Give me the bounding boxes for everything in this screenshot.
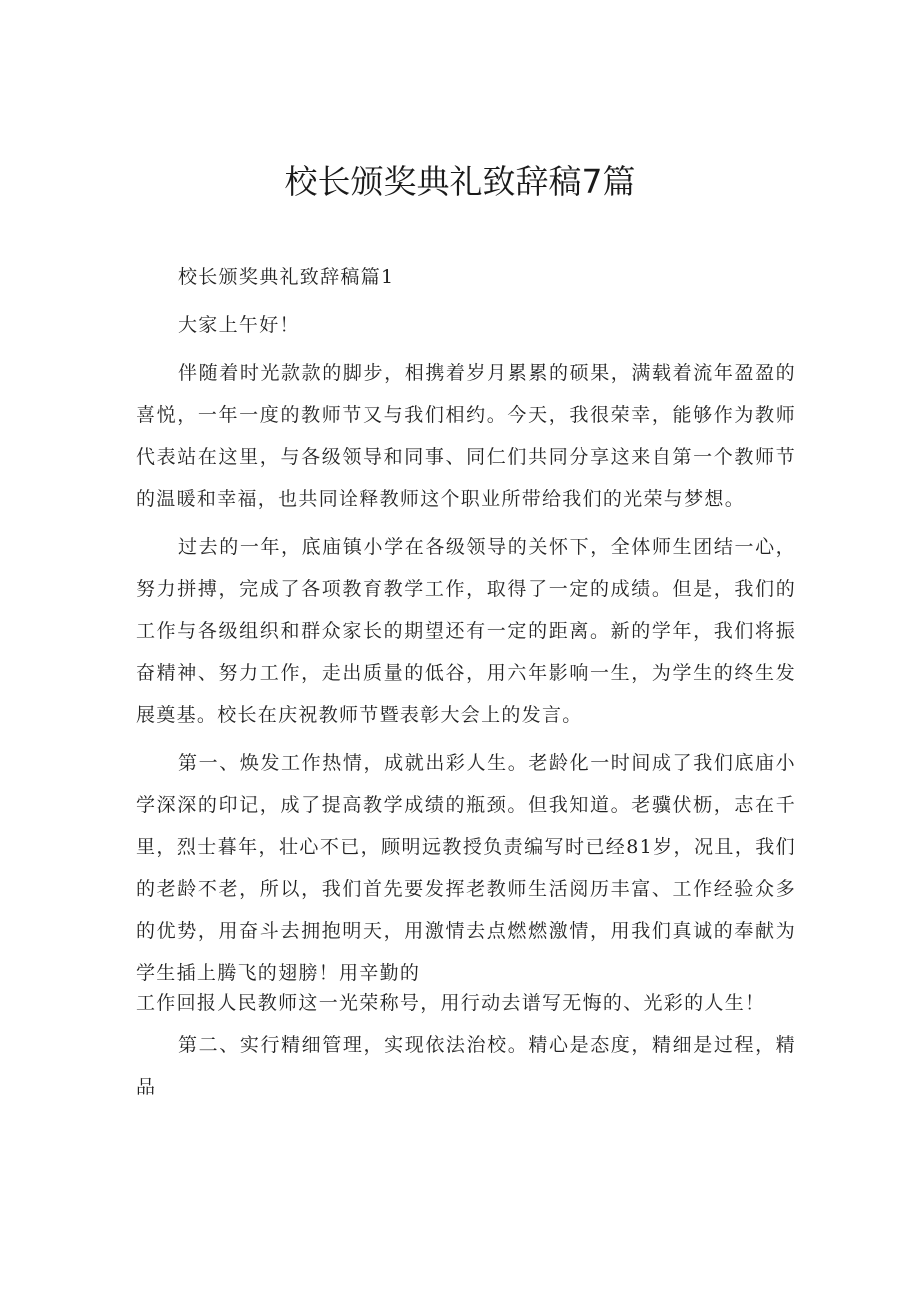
body-paragraph: 伴随着时光款款的脚步，相携着岁月累累的硕果，满载着流年盈盈的喜悦，一年一度的教师节又与我们相约。今天，我很荣幸，能够作为教师代表站在这里，与各级领导和同事、同仁们共同分享这来自第一个教师节的温暖和幸福，也共同诠释教师这个职业所带给我们的光荣与梦想。 bbox=[136, 362, 796, 510]
body-paragraph: 第一、焕发工作热情，成就出彩人生。老龄化一时间成了我们底庙小学深深的印记，成了提高教学成绩的瓶颈。但我知道。老骥伏枥，志在千里，烈士暮年，壮心不已，顾明远教授负责编写时已经81岁，况且，我们的老龄不老，所以，我们首先要发挥老教师生活阅历丰富、工作经验众多的优势，用奋斗去拥抱明天，用激情去点燃燃激情，用我们真诚的奉献为学生插上腾飞的翅膀！用辛勤的 bbox=[136, 752, 796, 984]
section-heading: 校长颁奖典礼致辞稿篇1 bbox=[178, 266, 395, 288]
greeting-paragraph: 大家上午好！ bbox=[178, 314, 300, 336]
body-paragraph: 第二、实行精细管理，实现依法治校。精心是态度，精细是过程，精品 bbox=[136, 1034, 796, 1098]
document-title: 校长颁奖典礼致辞稿7篇 bbox=[284, 162, 636, 201]
body-paragraph: 过去的一年，底庙镇小学在各级领导的关怀下，全体师生团结一心，努力拼搏，完成了各项教育教学工作，取得了一定的成绩。但是，我们的工作与各级组织和群众家长的期望还有一定的距离。新的学年，我们将振奋精神、努力工作，走出质量的低谷，用六年影响一生，为学生的终生发展奠基。校长在庆祝教师节暨表彰大会上的发言。 bbox=[136, 536, 796, 726]
body-paragraph-continuation: 工作回报人民教师这一光荣称号，用行动去谱写无悔的、光彩的人生！ bbox=[136, 992, 766, 1014]
document-body bbox=[136, 256, 796, 1108]
